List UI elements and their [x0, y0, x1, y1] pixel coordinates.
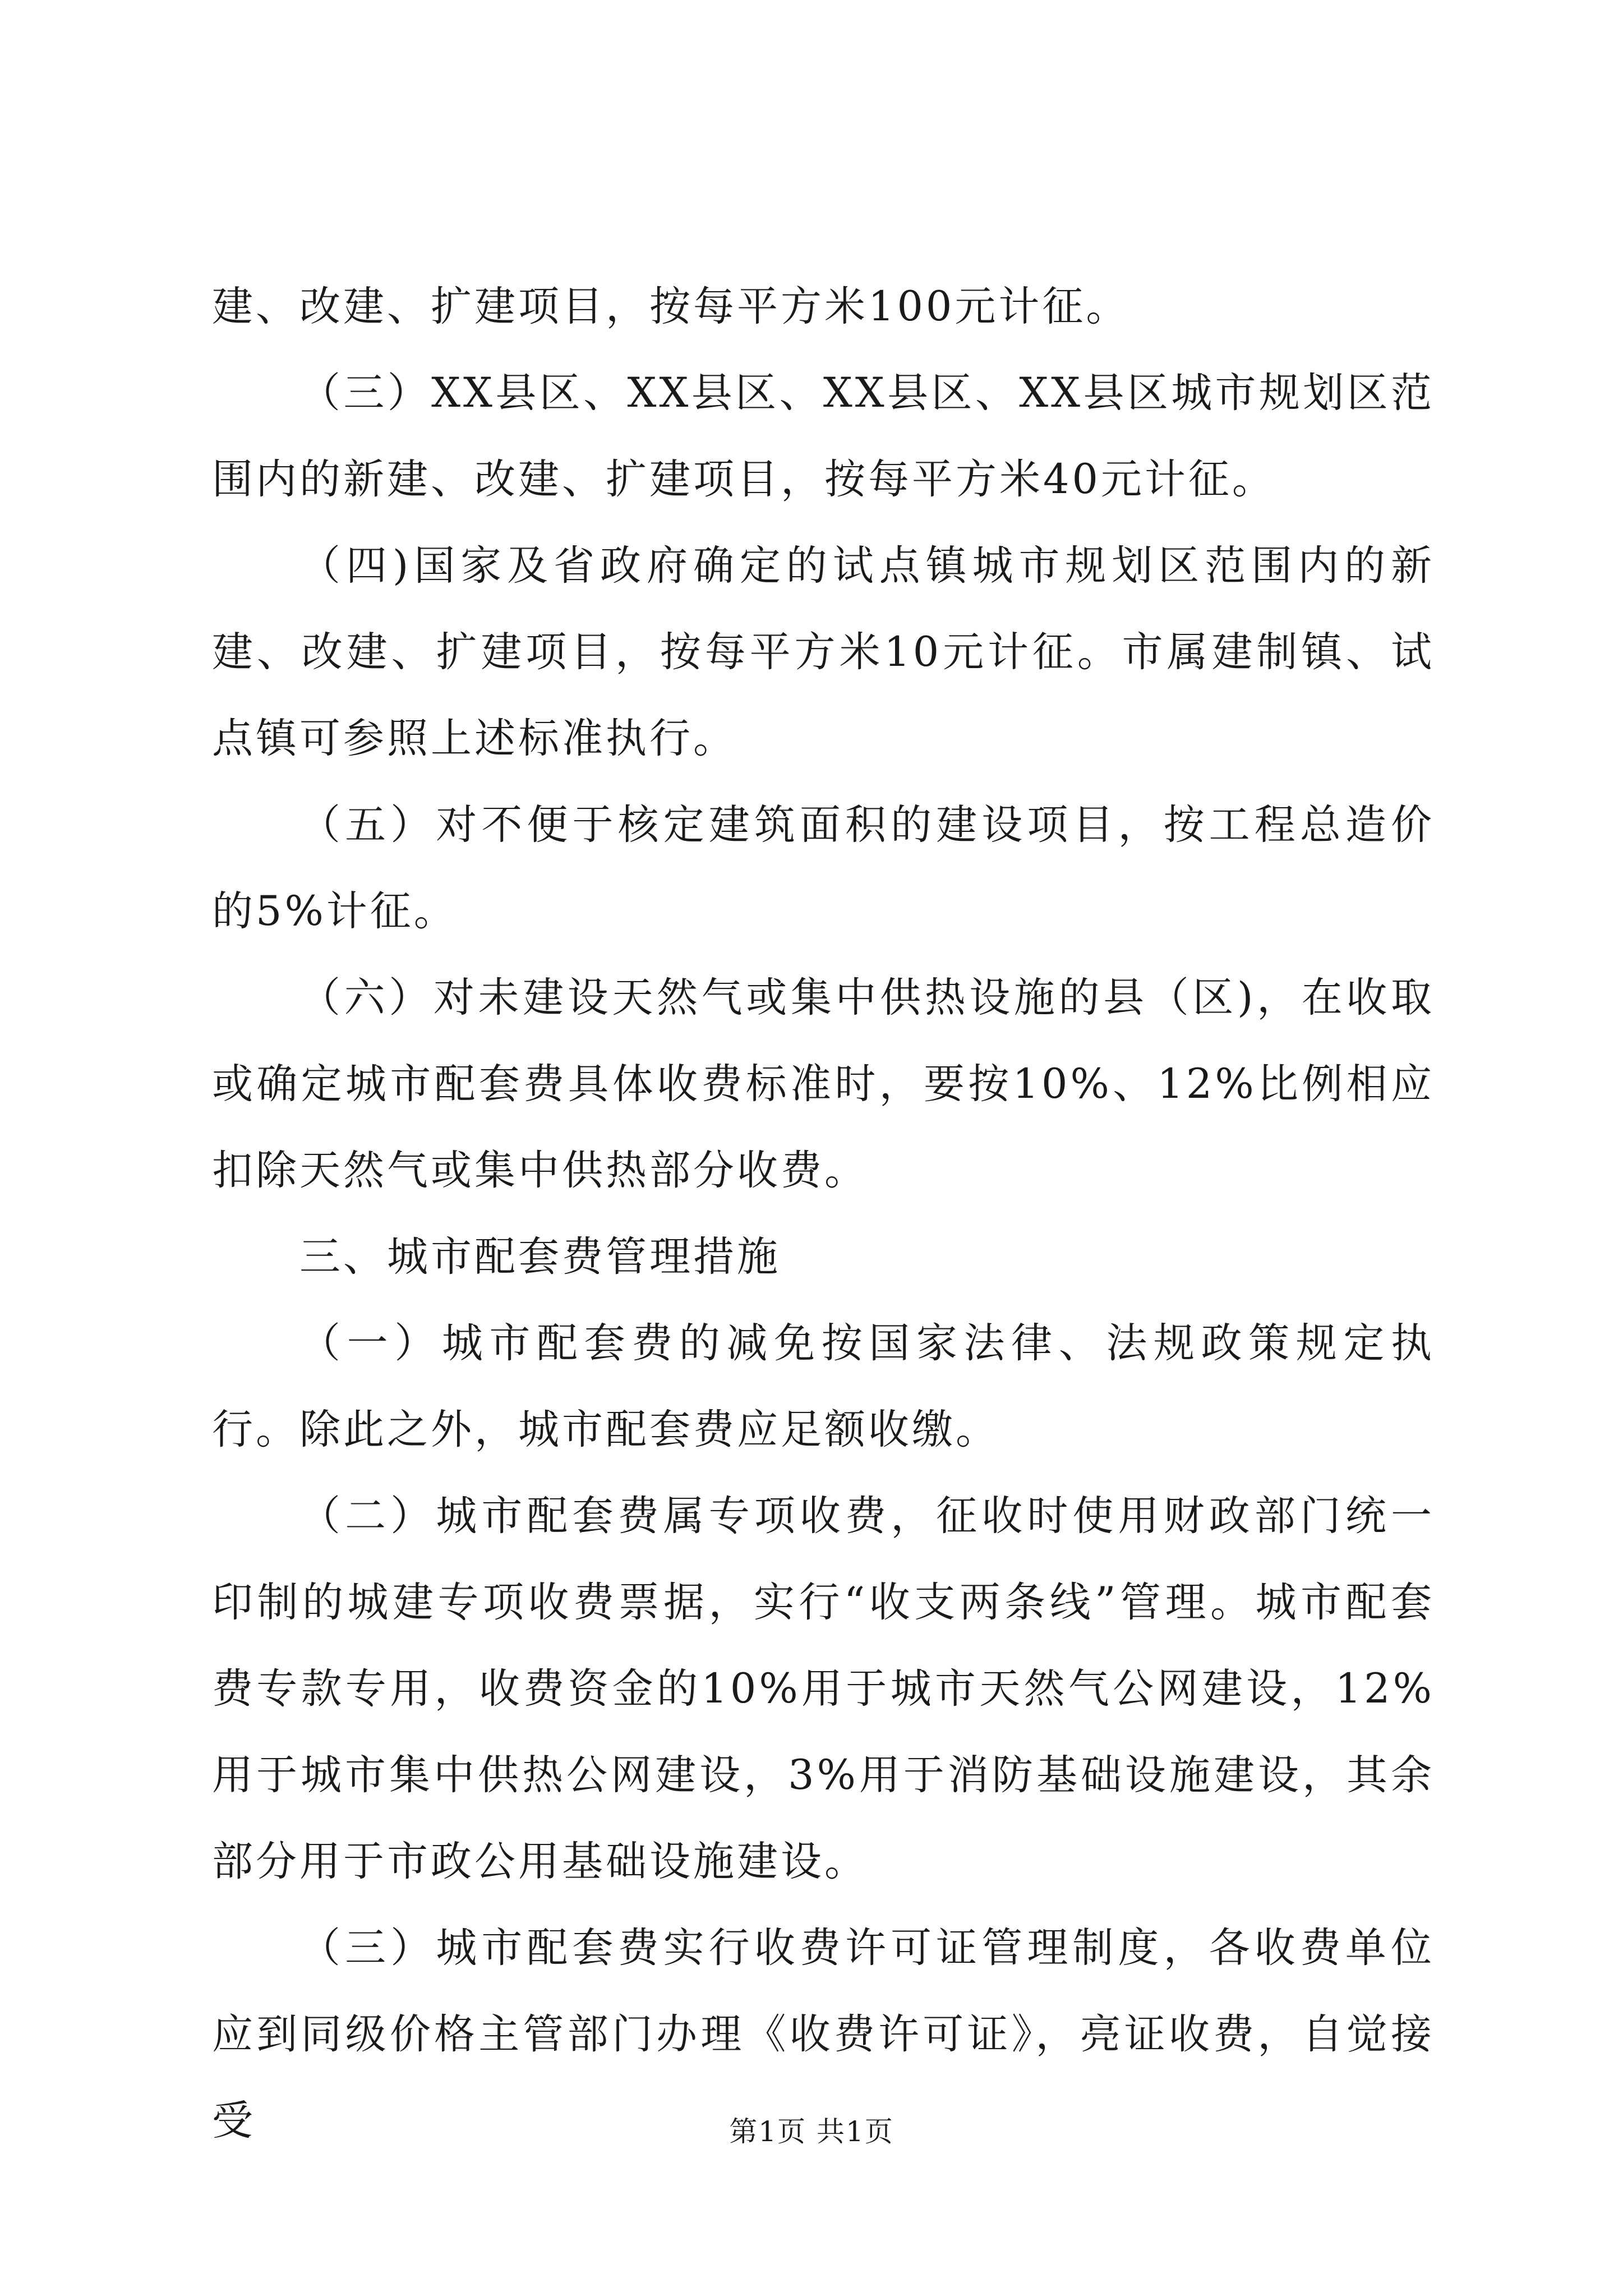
page-number-label: 第1页 共1页: [729, 2115, 894, 2148]
document-body: [212, 264, 1435, 2164]
paragraph-6: （一）城市配套费的减免按国家法律、法规政策规定执行。除此之外，城市配套费应足额收缴。: [212, 1319, 1435, 1453]
paragraph-8: （三）城市配套费实行收费许可证管理制度，各收费单位应到同级价格主管部门办理《收费许可证》，亮证收费，自觉接受: [212, 1924, 1435, 2145]
paragraph-1: 建、改建、扩建项目，按每平方米100元计征。: [212, 283, 1130, 330]
section-heading: 三、城市配套费管理措施: [299, 1233, 781, 1281]
paragraph-3: （四)国家及省政府确定的试点镇城市规划区范围内的新建、改建、扩建项目，按每平方米10元计征。市属建制镇、试点镇可参照上述标准执行。: [212, 542, 1435, 762]
paragraph-5: （六）对未建设天然气或集中供热设施的县（区)，在收取或确定城市配套费具体收费标准时，要按10%、12%比例相应扣除天然气或集中供热部分收费。: [212, 974, 1435, 1194]
paragraph-7: （二）城市配套费属专项收费，征收时使用财政部门统一印制的城建专项收费票据，实行“收支两条线”管理。城市配套费专款专用，收费资金的10%用于城市天然气公网建设，12%用于城市集中供热公网建设，3%用于消防基础设施建设，其余部分用于市政公用基础设施建设。: [212, 1492, 1435, 1885]
page-footer: [0, 2112, 1623, 2151]
paragraph-4: （五）对不便于核定建筑面积的建设项目，按工程总造价的5%计征。: [212, 801, 1435, 935]
paragraph-2: （三）XX县区、XX县区、XX县区、XX县区城市规划区范围内的新建、改建、扩建项目，按每平方米40元计征。: [212, 369, 1435, 503]
